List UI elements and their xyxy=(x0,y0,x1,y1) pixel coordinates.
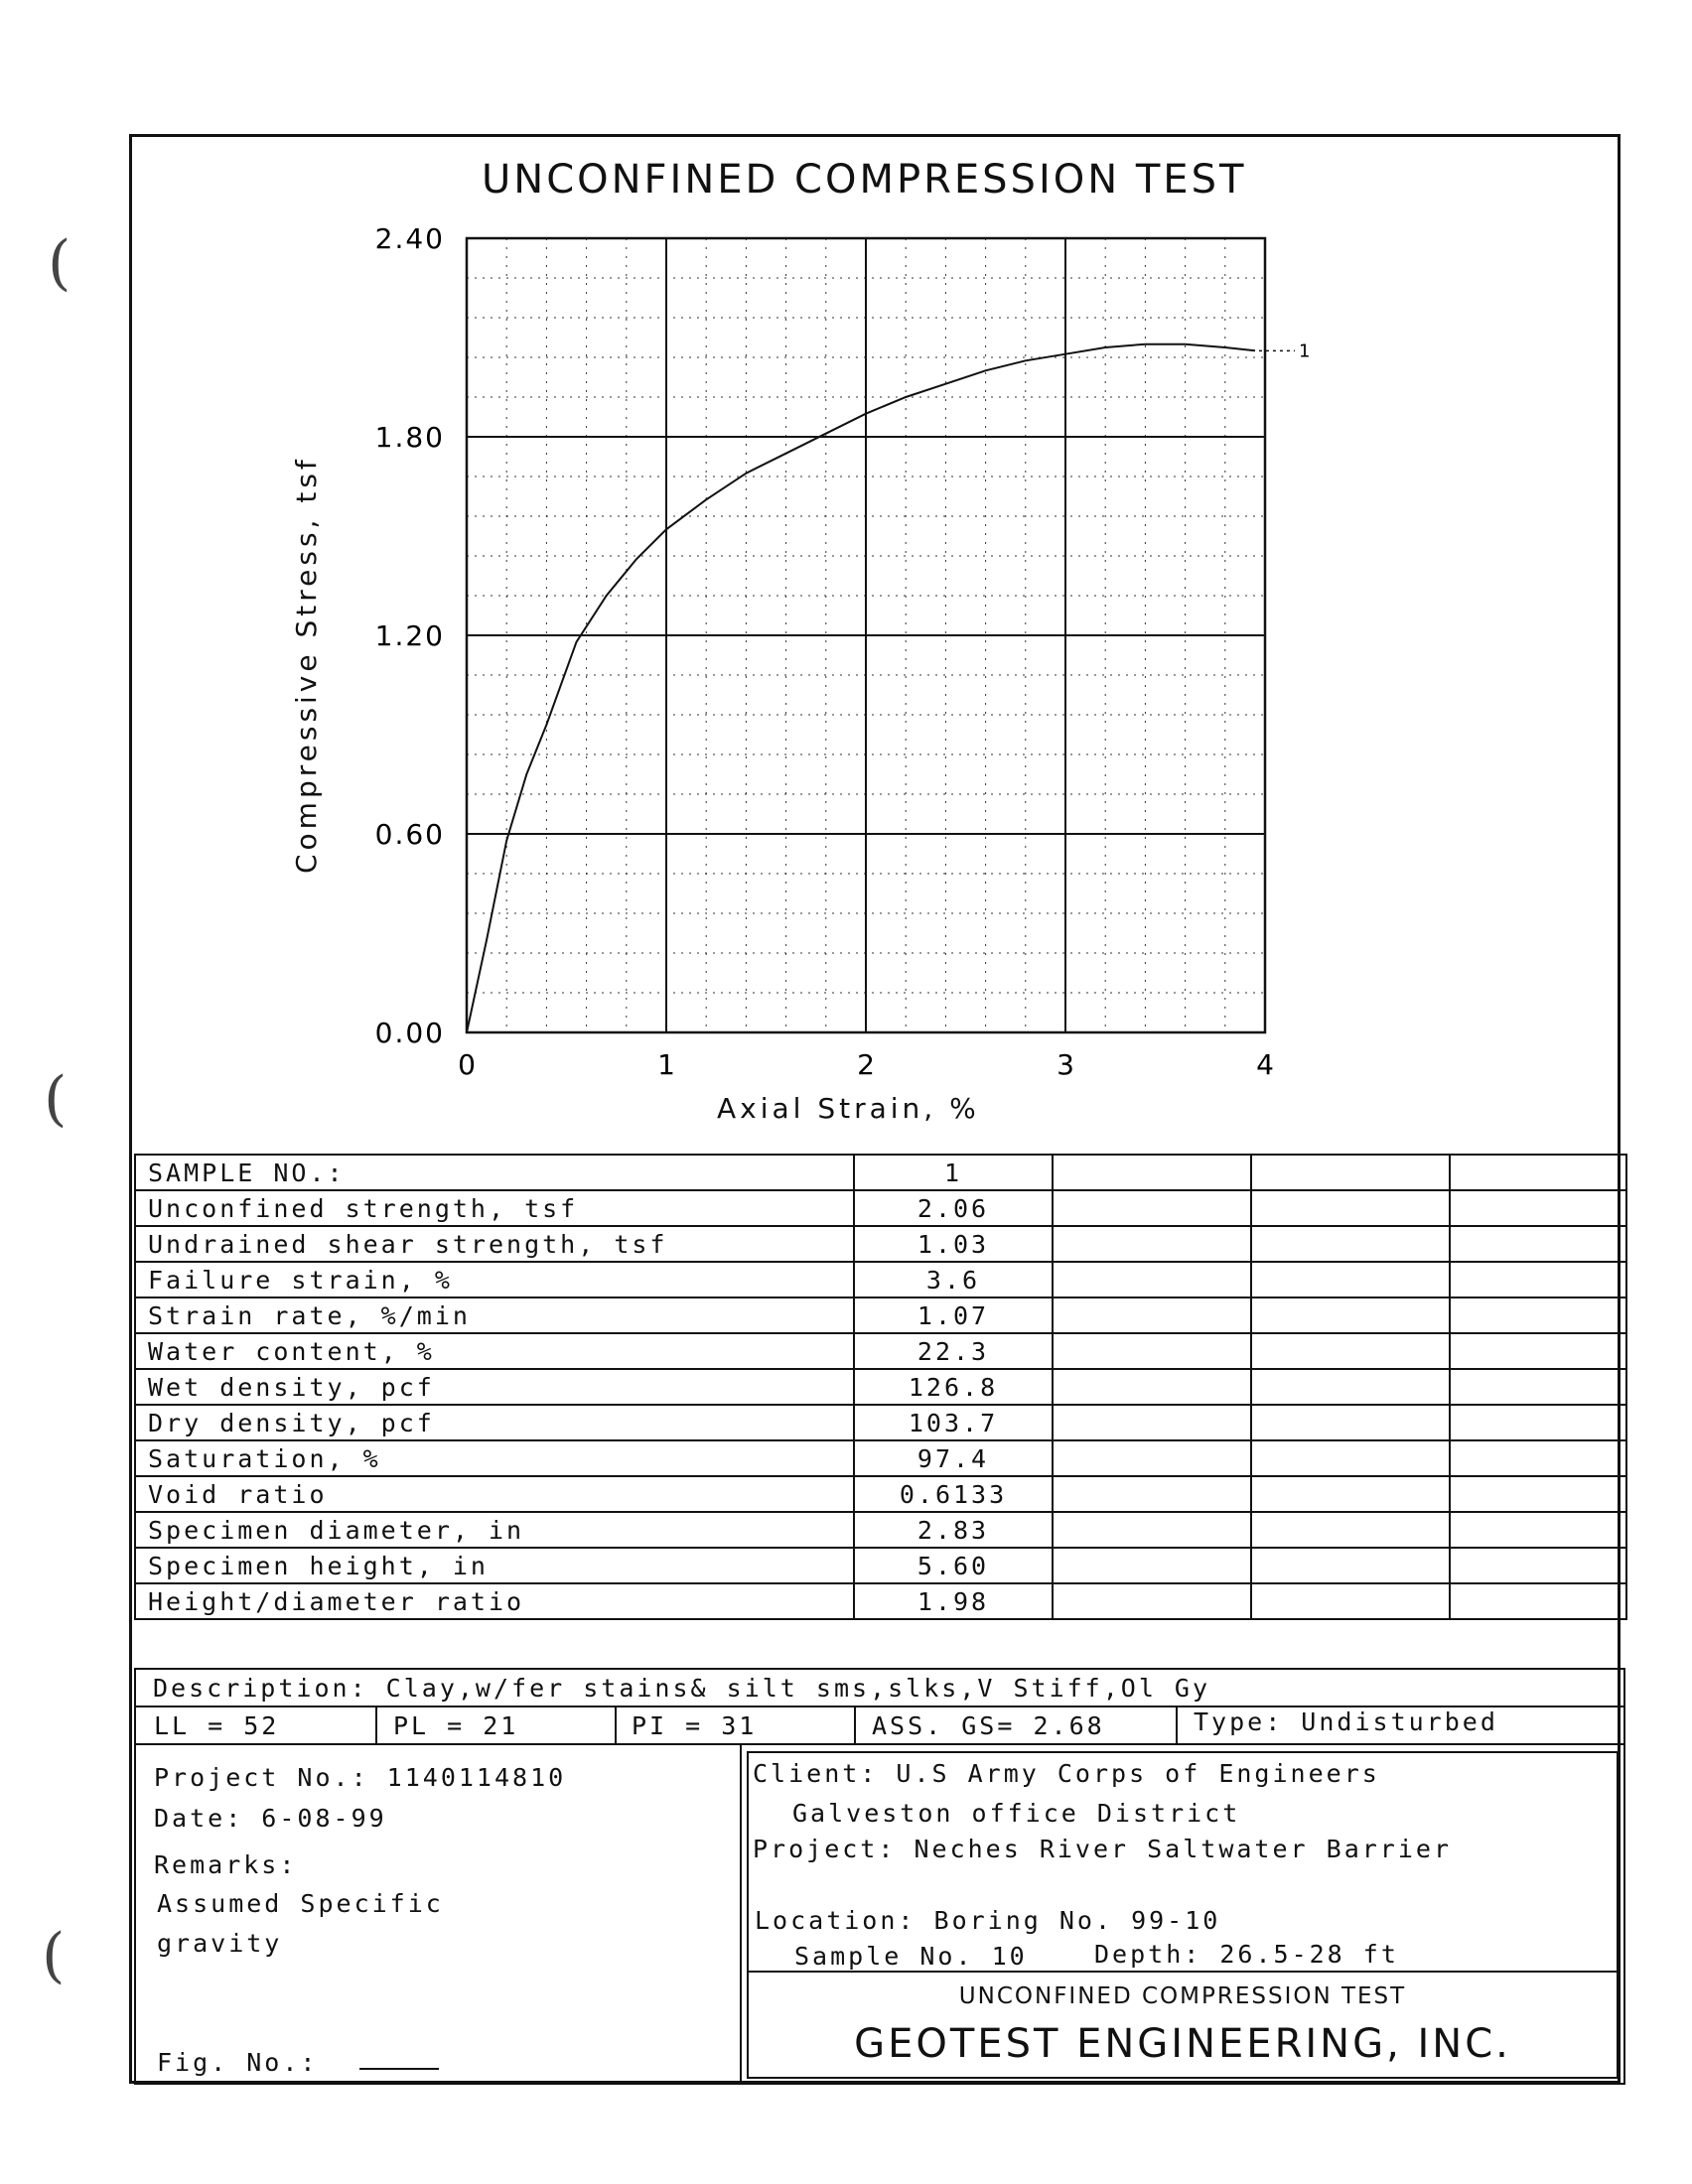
empty-cell xyxy=(1053,1369,1251,1405)
client-line-2: Galveston office District xyxy=(792,1799,1241,1828)
property-label: Undrained shear strength, tsf xyxy=(135,1226,854,1262)
y-tick-label: 1.20 xyxy=(374,619,445,652)
punch-hole-mark-top: ( xyxy=(48,228,71,298)
remarks-line-1: Assumed Specific xyxy=(157,1889,444,1918)
property-value: 103.7 xyxy=(854,1405,1053,1440)
empty-cell xyxy=(1053,1440,1251,1476)
property-label: Strain rate, %/min xyxy=(135,1297,854,1333)
empty-cell xyxy=(1053,1226,1251,1262)
empty-cell xyxy=(1053,1476,1251,1512)
table-row xyxy=(135,1512,1626,1548)
property-value: 126.8 xyxy=(854,1369,1053,1405)
empty-cell xyxy=(1450,1548,1626,1583)
empty-cell xyxy=(1251,1333,1450,1369)
property-label: Specimen diameter, in xyxy=(135,1512,854,1548)
punch-hole-mark-bottom: ( xyxy=(42,1921,66,1990)
sample-depth: Depth: 26.5-28 ft xyxy=(1094,1940,1399,1969)
pl-value: PL = 21 xyxy=(393,1711,519,1740)
y-tick-label: 0.00 xyxy=(374,1017,445,1049)
property-label: Water content, % xyxy=(135,1333,854,1369)
company-name: GEOTEST ENGINEERING, INC. xyxy=(854,2021,1511,2067)
empty-cell xyxy=(1450,1297,1626,1333)
ll-value: LL = 52 xyxy=(154,1711,280,1740)
table-row xyxy=(135,1333,1626,1369)
pi-value: PI = 31 xyxy=(632,1711,758,1740)
empty-cell xyxy=(1053,1548,1251,1583)
title-block-test-name: UNCONFINED COMPRESSION TEST xyxy=(958,1983,1407,2009)
y-tick-label: 1.80 xyxy=(374,421,445,454)
empty-cell xyxy=(1450,1405,1626,1440)
table-row xyxy=(135,1476,1626,1512)
property-value: 97.4 xyxy=(854,1440,1053,1476)
property-value: 1.03 xyxy=(854,1226,1053,1262)
series-line-1 xyxy=(467,344,1255,1032)
report-date: Date: 6-08-99 xyxy=(154,1804,387,1833)
table-row xyxy=(135,1190,1626,1226)
table-row xyxy=(135,1405,1626,1440)
empty-cell xyxy=(1251,1440,1450,1476)
empty-cell xyxy=(1053,1333,1251,1369)
client-line-1: Client: U.S Army Corps of Engineers xyxy=(753,1759,1380,1788)
table-row xyxy=(135,1369,1626,1405)
empty-cell xyxy=(1450,1226,1626,1262)
chart-title: UNCONFINED COMPRESSION TEST xyxy=(482,157,1247,203)
property-label: Void ratio xyxy=(135,1476,854,1512)
property-value: 2.06 xyxy=(854,1190,1053,1226)
empty-cell xyxy=(1053,1190,1251,1226)
empty-cell xyxy=(1450,1583,1626,1619)
empty-cell xyxy=(1251,1548,1450,1583)
properties-table xyxy=(134,1154,1627,1620)
sample-no-value: 1 xyxy=(854,1155,1053,1190)
empty-cell xyxy=(1251,1405,1450,1440)
location-text: Location: Boring No. 99-10 xyxy=(755,1906,1221,1935)
empty-cell xyxy=(1251,1190,1450,1226)
table-row xyxy=(135,1297,1626,1333)
empty-cell xyxy=(1450,1262,1626,1297)
empty-cell xyxy=(1053,1512,1251,1548)
empty-cell xyxy=(1450,1476,1626,1512)
property-value: 0.6133 xyxy=(854,1476,1053,1512)
empty-cell xyxy=(1251,1155,1450,1190)
property-label: Specimen height, in xyxy=(135,1548,854,1583)
property-label: Height/diameter ratio xyxy=(135,1583,854,1619)
empty-cell xyxy=(1251,1512,1450,1548)
table-header-row xyxy=(135,1155,1626,1190)
property-label: Failure strain, % xyxy=(135,1262,854,1297)
sample-number: Sample No. 10 xyxy=(794,1942,1028,1971)
empty-cell xyxy=(1251,1369,1450,1405)
empty-cell xyxy=(1450,1333,1626,1369)
x-tick-label: 3 xyxy=(1057,1048,1074,1081)
type-value: Type: Undisturbed xyxy=(1194,1707,1498,1736)
empty-cell xyxy=(1450,1155,1626,1190)
remarks-label: Remarks: xyxy=(154,1850,298,1879)
table-row xyxy=(135,1583,1626,1619)
property-value: 5.60 xyxy=(854,1548,1053,1583)
x-tick-label: 1 xyxy=(657,1048,675,1081)
gs-value: ASS. GS= 2.68 xyxy=(872,1711,1105,1740)
empty-cell xyxy=(1450,1512,1626,1548)
x-tick-label: 4 xyxy=(1256,1048,1274,1081)
property-value: 1.07 xyxy=(854,1297,1053,1333)
property-label: Saturation, % xyxy=(135,1440,854,1476)
empty-cell xyxy=(1251,1226,1450,1262)
table-row xyxy=(135,1548,1626,1583)
table-row xyxy=(135,1226,1626,1262)
x-tick-labels xyxy=(458,1048,1274,1081)
empty-cell xyxy=(1053,1297,1251,1333)
property-label: Unconfined strength, tsf xyxy=(135,1190,854,1226)
property-value: 3.6 xyxy=(854,1262,1053,1297)
empty-cell xyxy=(1053,1262,1251,1297)
empty-cell xyxy=(1251,1476,1450,1512)
empty-cell xyxy=(1450,1190,1626,1226)
empty-cell xyxy=(1053,1155,1251,1190)
description-text: Description: Clay,w/fer stains& silt sms,slks,V Stiff,Ol Gy xyxy=(153,1674,1211,1703)
project-number: Project No.: 1140114810 xyxy=(154,1763,567,1792)
x-tick-label: 0 xyxy=(458,1048,476,1081)
empty-cell xyxy=(1053,1405,1251,1440)
remarks-line-2: gravity xyxy=(157,1929,283,1958)
empty-cell xyxy=(1251,1297,1450,1333)
project-name: Project: Neches River Saltwater Barrier xyxy=(753,1835,1452,1863)
x-axis-label: Axial Strain, % xyxy=(717,1092,980,1125)
property-label: Wet density, pcf xyxy=(135,1369,854,1405)
x-tick-label: 2 xyxy=(857,1048,875,1081)
empty-cell xyxy=(1450,1440,1626,1476)
y-axis-label: Compressive Stress, tsf xyxy=(290,456,323,874)
punch-hole-mark-middle: ( xyxy=(44,1064,68,1134)
y-tick-label: 0.60 xyxy=(374,818,445,851)
empty-cell xyxy=(1053,1583,1251,1619)
property-value: 1.98 xyxy=(854,1583,1053,1619)
property-label: Dry density, pcf xyxy=(135,1405,854,1440)
property-value: 2.83 xyxy=(854,1512,1053,1548)
property-value: 22.3 xyxy=(854,1333,1053,1369)
y-tick-labels xyxy=(375,222,445,1049)
table-row xyxy=(135,1440,1626,1476)
sample-no-label: SAMPLE NO.: xyxy=(135,1155,854,1190)
empty-cell xyxy=(1251,1583,1450,1619)
y-tick-label: 2.40 xyxy=(374,222,445,255)
series-label-1: 1 xyxy=(1298,341,1311,362)
figure-number-label: Fig. No.: xyxy=(157,2048,319,2077)
figure-number-blank xyxy=(359,2068,439,2070)
empty-cell xyxy=(1251,1262,1450,1297)
empty-cell xyxy=(1450,1369,1626,1405)
table-row xyxy=(135,1262,1626,1297)
